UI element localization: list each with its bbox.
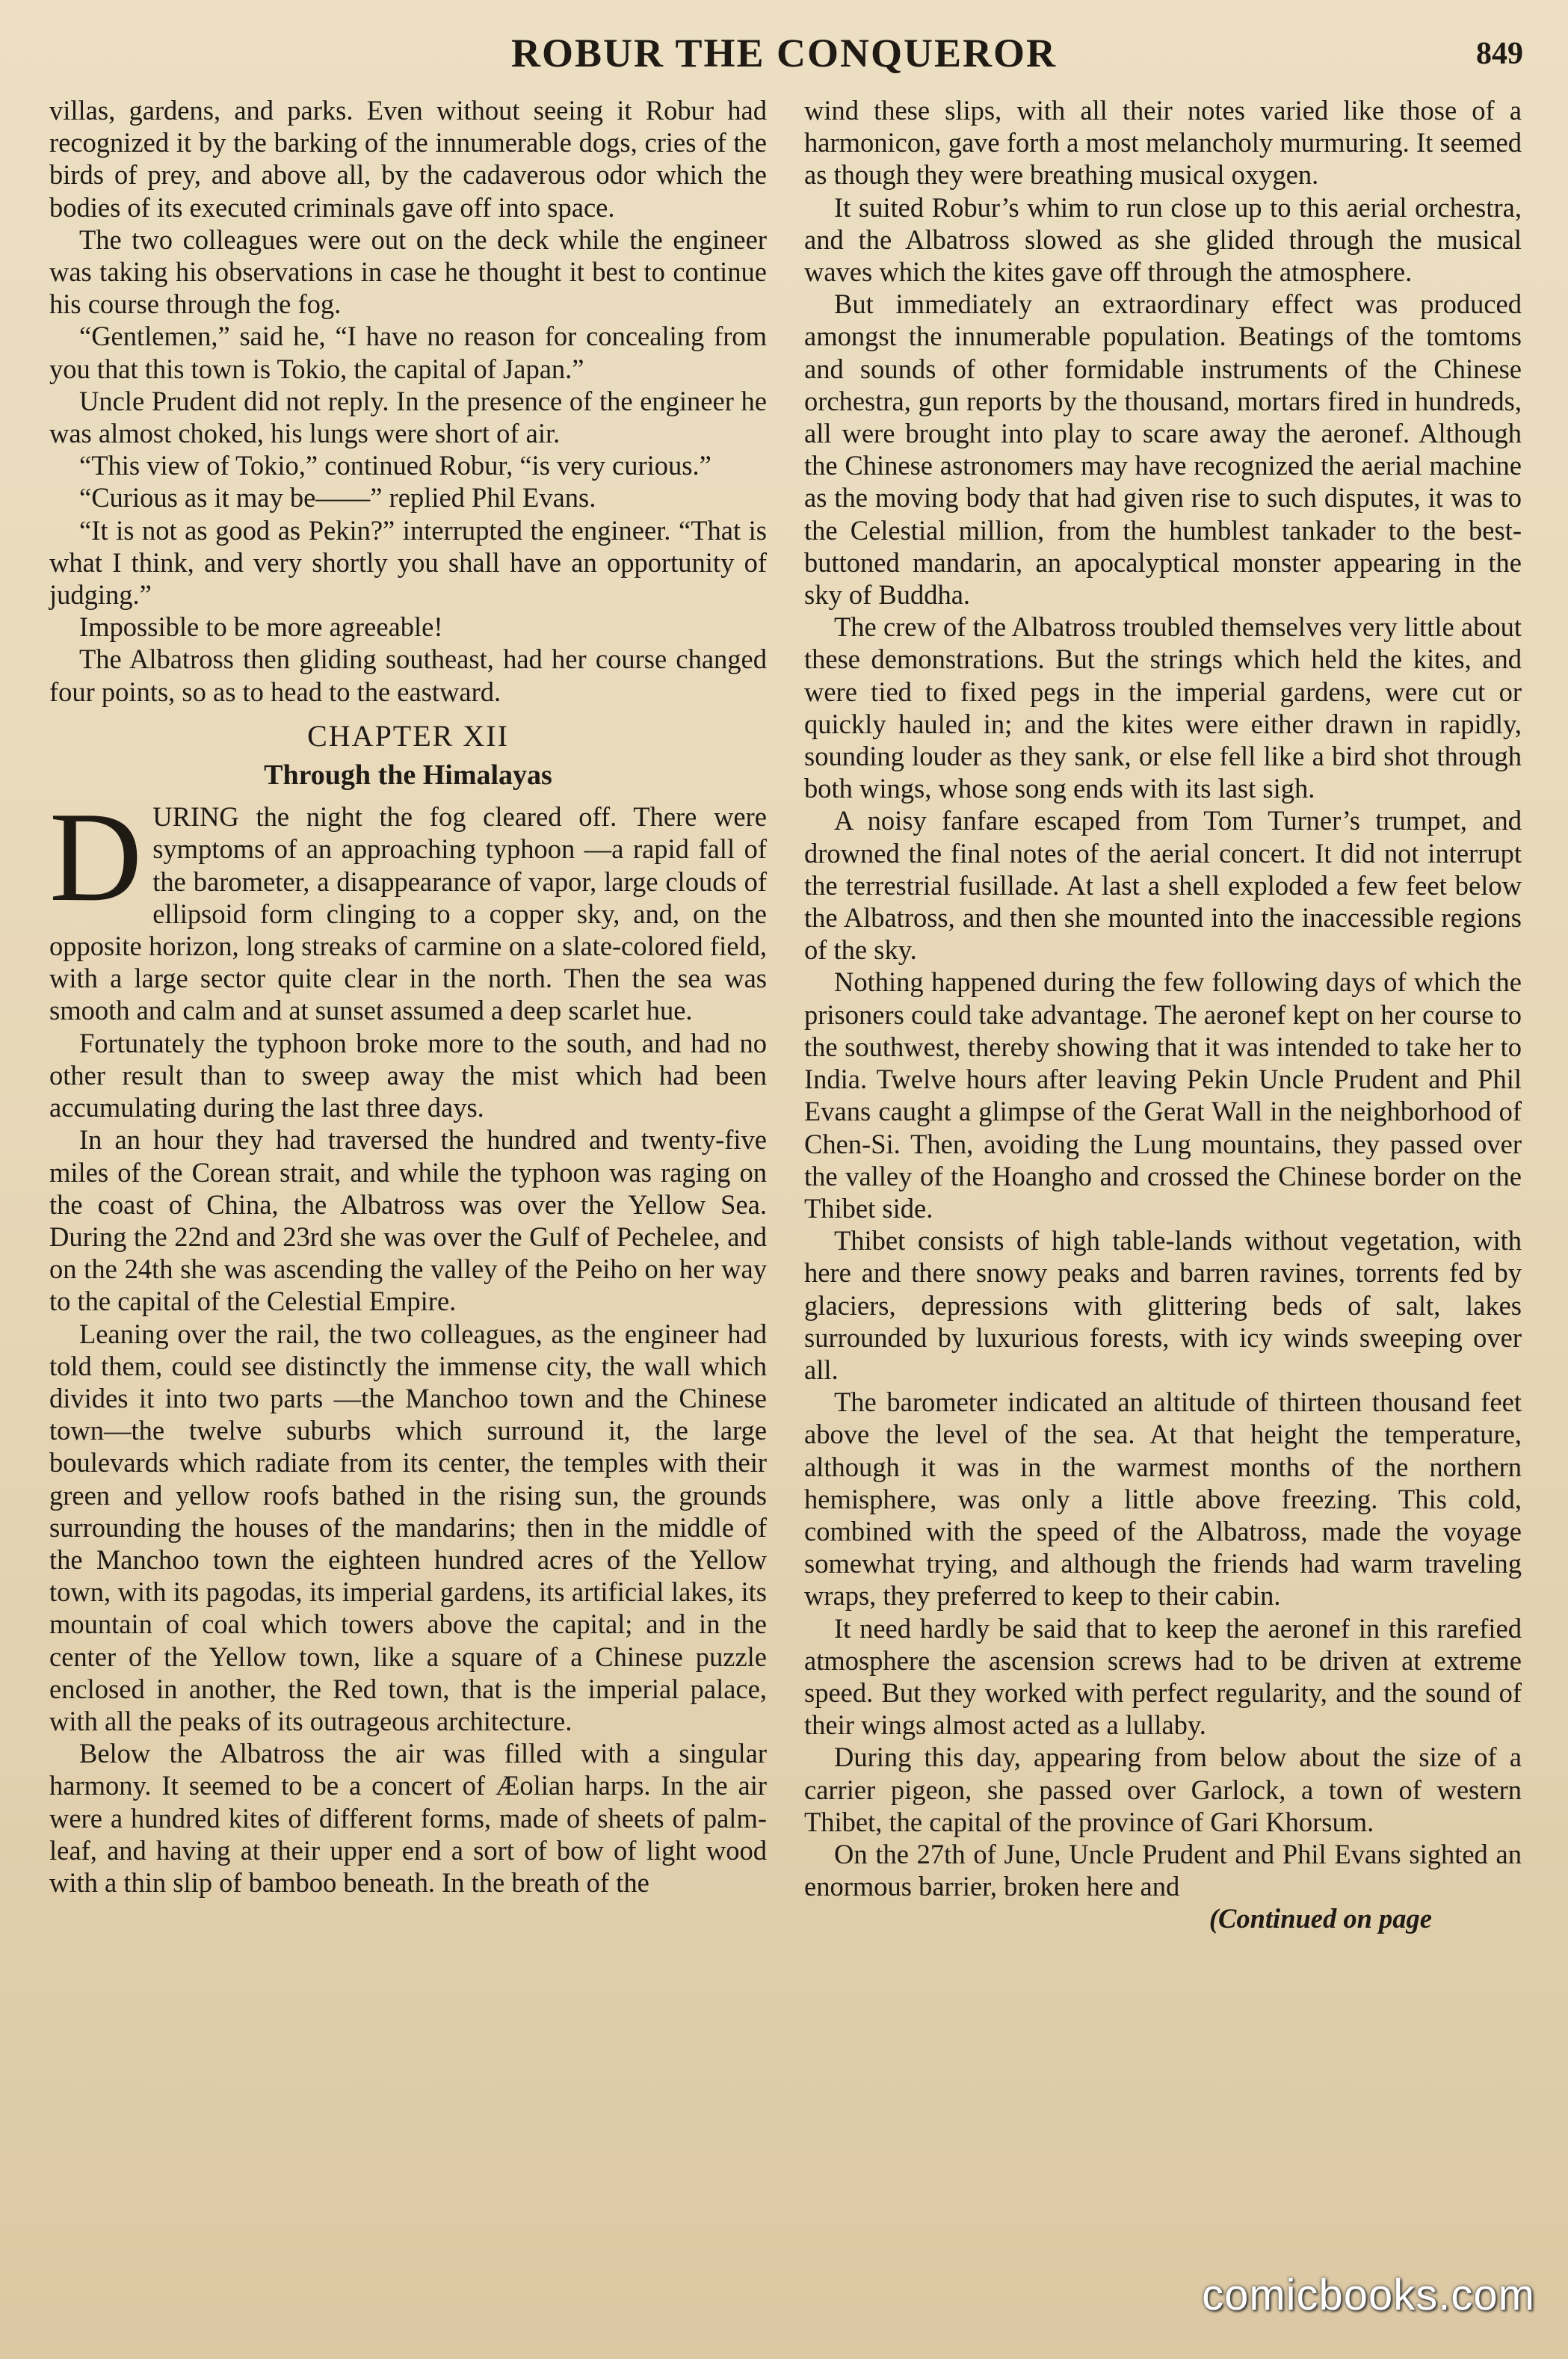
paragraph: But immediately an extraordinary effect was produced amongst the innumerable population. Beatings of the tomtoms and sounds of other formidable instruments of the Chinese orchestra, gun reports by the thousand, mortars fired in hundreds, all were brought into play to scare away the aeronef. Although the Chinese astronomers may have recognized the aerial machine as the moving body that had given rise to such disputes, it was to the Celestial million, from the humblest tankader to the best-buttoned mandarin, an apocalyptical monster appearing in the sky of Buddha. <box>804 289 1522 611</box>
drop-cap: D <box>49 786 143 929</box>
paragraph: The two colleagues were out on the deck while the engineer was taking his observations in case he thought it best to continue his course through the fog. <box>49 223 767 320</box>
paragraph-text: URING the night the fog cleared off. There were symptoms of an approaching typhoon —a rapid fall of the barometer, a disappearance of vapor, large clouds of ellipsoid form clinging to a copper sky, and, on the opposite horizon, long streaks of carmine on a slate-colored field, with a large sector quite clear in the north. Then the sea was smooth and calm and at sunset assumed a deep scarlet hue. <box>49 801 767 1026</box>
paragraph: “This view of Tokio,” continued Robur, “is very curious.” <box>79 450 712 481</box>
paragraph: The barometer indicated an altitude of thirteen thousand feet above the level of the sea. At that height the temperature, although it was in the warmest months of the northern hemisphere, was only a little above freezing. This cold, combined with the speed of the Albatross, made the voyage somewhat trying, and although the friends had warm traveling wraps, they preferred to keep to their cabin. <box>804 1387 1522 1612</box>
paragraph: Thibet consists of high table-lands without vegetation, with here and there snowy peaks and barren ravines, torrents fed by glaciers, depressions with glittering beds of salt, lakes surrounded by luxurious forests, with icy winds sweeping over all. <box>804 1225 1522 1385</box>
watermark: comicbooks.com <box>1202 2271 1535 2319</box>
chapter-heading: CHAPTER XII <box>307 718 509 753</box>
paragraph: It suited Robur’s whim to run close up to this aerial orchestra, and the Albatross slowed as she glided through the musical waves which the kites gave off through the atmosphere. <box>804 191 1522 288</box>
paragraph: Uncle Prudent did not reply. In the presence of the engineer he was almost choked, his lungs were short of air. <box>49 385 767 449</box>
paragraph: Nothing happened during the few following days of which the prisoners could take advantage. The aeronef kept on her course to the southwest, thereby showing that it was intended to take her to India. Twelve hours after leaving Pekin Uncle Prudent and Phil Evans caught a glimpse of the Gerat Wall in the neighborhood of Chen-Si. Then, avoiding the Lung mountains, they passed over the valley of the Hoangho and crossed the Chinese border on the Thibet side. <box>804 966 1522 1224</box>
paragraph: Leaning over the rail, the two colleagues, as the engineer had told them, could see distinctly the immense city, the wall which divides it into two parts —the Manchoo town and the Chinese town—the twelve suburbs which surround it, the large boulevards which radiate from its center, the temples with their green and yellow roofs bathed in the rising sun, the grounds surrounding the houses of the mandarins; then in the middle of the Manchoo town the eighteen hundred acres of the Yellow town, with its pagodas, its imperial gardens, its artificial lakes, its mountain of coal which towers above the capital; and in the center of the Yellow town, like a square of a Chinese puzzle enclosed in another, the Red town, that is the imperial palace, with all the peaks of its outrageous architecture. <box>49 1318 767 1736</box>
right-column <box>804 94 1522 1935</box>
paragraph: “Gentlemen,” said he, “I have no reason for concealing from you that this town is Tokio, the capital of Japan.” <box>49 321 767 384</box>
chapter-opening-paragraph <box>49 786 767 1026</box>
paragraph: Impossible to be more agreeable! <box>79 611 443 643</box>
paragraph: wind these slips, with all their notes varied like those of a harmonicon, gave forth a most melancholy murmuring. It seemed as though they were breathing musical oxygen. <box>804 95 1522 191</box>
paragraph: The Albatross then gliding southeast, had her course changed four points, so as to head to the eastward. <box>49 644 767 707</box>
paragraph: “It is not as good as Pekin?” interrupted the engineer. “That is what I think, and very shortly you shall have an opportunity of judging.” <box>49 514 767 611</box>
paragraph: In an hour they had traversed the hundred and twenty-five miles of the Corean strait, and while the typhoon was raging on the coast of China, the Albatross was over the Yellow Sea. During the 22nd and 23rd she was over the Gulf of Pechelee, and on the 24th she was ascending the valley of the Peiho on her way to the capital of the Celestial Empire. <box>49 1124 767 1317</box>
paragraph: “Curious as it may be——” replied Phil Evans. <box>79 482 596 514</box>
paragraph: Below the Albatross the air was filled with a singular harmony. It seemed to be a concert of Æolian harps. In the air were a hundred kites of different forms, made of sheets of palm-leaf, and having at their upper end a sort of bow of light wood with a thin slip of bamboo beneath. In the breath of the <box>49 1738 767 1898</box>
chapter-title: Through the Himalayas <box>264 759 552 792</box>
paragraph: The crew of the Albatross troubled themselves very little about these demonstrations. But the strings which held the kites, and were tied to fixed pegs in the imperial gardens, were cut or quickly hauled in; and the kites were either drawn in rapidly, sounding louder as they sank, or else fell like a bird shot through both wings, whose song ends with its last sigh. <box>804 611 1522 804</box>
running-header <box>0 30 1568 82</box>
page-number: 849 <box>1476 37 1523 71</box>
left-column <box>49 94 767 1899</box>
paragraph: On the 27th of June, Uncle Prudent and Phil Evans sighted an enormous barrier, broken here and <box>804 1838 1522 1902</box>
paragraph: During this day, appearing from below about the size of a carrier pigeon, she passed over Garlock, a town of western Thibet, the capital of the province of Gari Khorsum. <box>804 1742 1522 1837</box>
paragraph: villas, gardens, and parks. Even without seeing it Robur had recognized it by the barking of the innumerable dogs, cries of the birds of prey, and above all, by the cadaverous odor which the bodies of its executed criminals gave off into space. <box>49 95 767 223</box>
paragraph: A noisy fanfare escaped from Tom Turner’s trumpet, and drowned the final notes of the aerial concert. It did not interrupt the terrestrial fusillade. At last a shell exploded a few feet below the Albatross, and then she mounted into the inaccessible regions of the sky. <box>804 805 1522 966</box>
running-title: ROBUR THE CONQUEROR <box>510 31 1058 75</box>
paragraph: Fortunately the typhoon broke more to the south, and had no other result than to sweep away the mist which had been accumulating during the last three days. <box>49 1027 767 1123</box>
continued-note: (Continued on page <box>1209 1903 1432 1934</box>
paragraph: It need hardly be said that to keep the aeronef in this rarefied atmosphere the ascension screws had to be driven at extreme speed. But they worked with perfect regularity, and the sound of their wings almost acted as a lullaby. <box>804 1612 1522 1741</box>
